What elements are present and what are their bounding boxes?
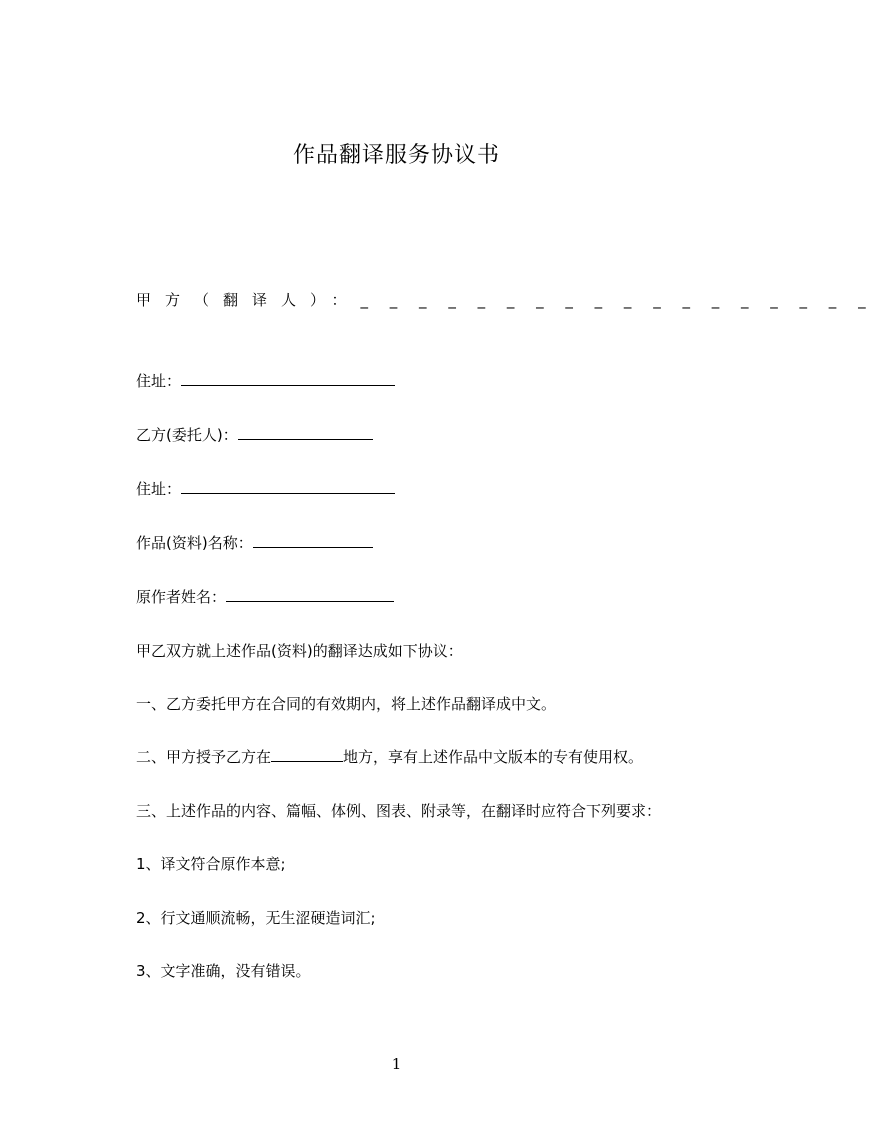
- address-blank-2: [181, 478, 395, 494]
- intro-paragraph: 甲乙双方就上述作品(资料)的翻译达成如下协议：: [136, 642, 463, 660]
- party-b-blank: [238, 424, 373, 440]
- clause-3: 三、上述作品的内容、篇幅、体例、图表、附录等，在翻译时应符合下列要求：: [136, 802, 662, 820]
- address-line-1: [136, 369, 395, 393]
- author-blank: [226, 586, 394, 602]
- work-name-label: 作品(资料)名称：: [136, 534, 253, 552]
- author-line: [136, 585, 394, 609]
- party-b-line: [136, 423, 373, 447]
- region-blank: [271, 746, 343, 762]
- author-label: 原作者姓名：: [136, 588, 227, 606]
- page-number: 1: [391, 1055, 402, 1073]
- address-line-2: [136, 477, 395, 501]
- requirement-1: 1、译文符合原作本意;: [136, 855, 286, 873]
- clause-2: [136, 745, 643, 769]
- party-b-label: 乙方(委托人)：: [136, 426, 238, 444]
- work-name-blank: [253, 532, 373, 548]
- work-name-line: [136, 531, 373, 555]
- party-a-label: 甲方（翻译人）：: [136, 291, 361, 309]
- clause-1: 一、乙方委托甲方在合同的有效期内，将上述作品翻译成中文。: [136, 695, 557, 713]
- clause-2-after: 地方，享有上述作品中文版本的专有使用权。: [343, 748, 644, 766]
- requirement-3: 3、文字准确，没有错误。: [136, 962, 311, 980]
- clause-2-before: 二、甲方授予乙方在: [136, 748, 272, 766]
- address-label-1: 住址：: [136, 372, 182, 390]
- requirement-2: 2、行文通顺流畅，无生涩硬造词汇;: [136, 909, 376, 927]
- party-a-blank: _ _ _ _ _ _ _ _ _ _ _ _ _ _ _ _ _ _: [360, 291, 874, 309]
- party-a-line: [136, 288, 874, 312]
- address-label-2: 住址：: [136, 480, 182, 498]
- document-title: 作品翻译服务协议书: [292, 143, 500, 168]
- address-blank-1: [181, 370, 395, 386]
